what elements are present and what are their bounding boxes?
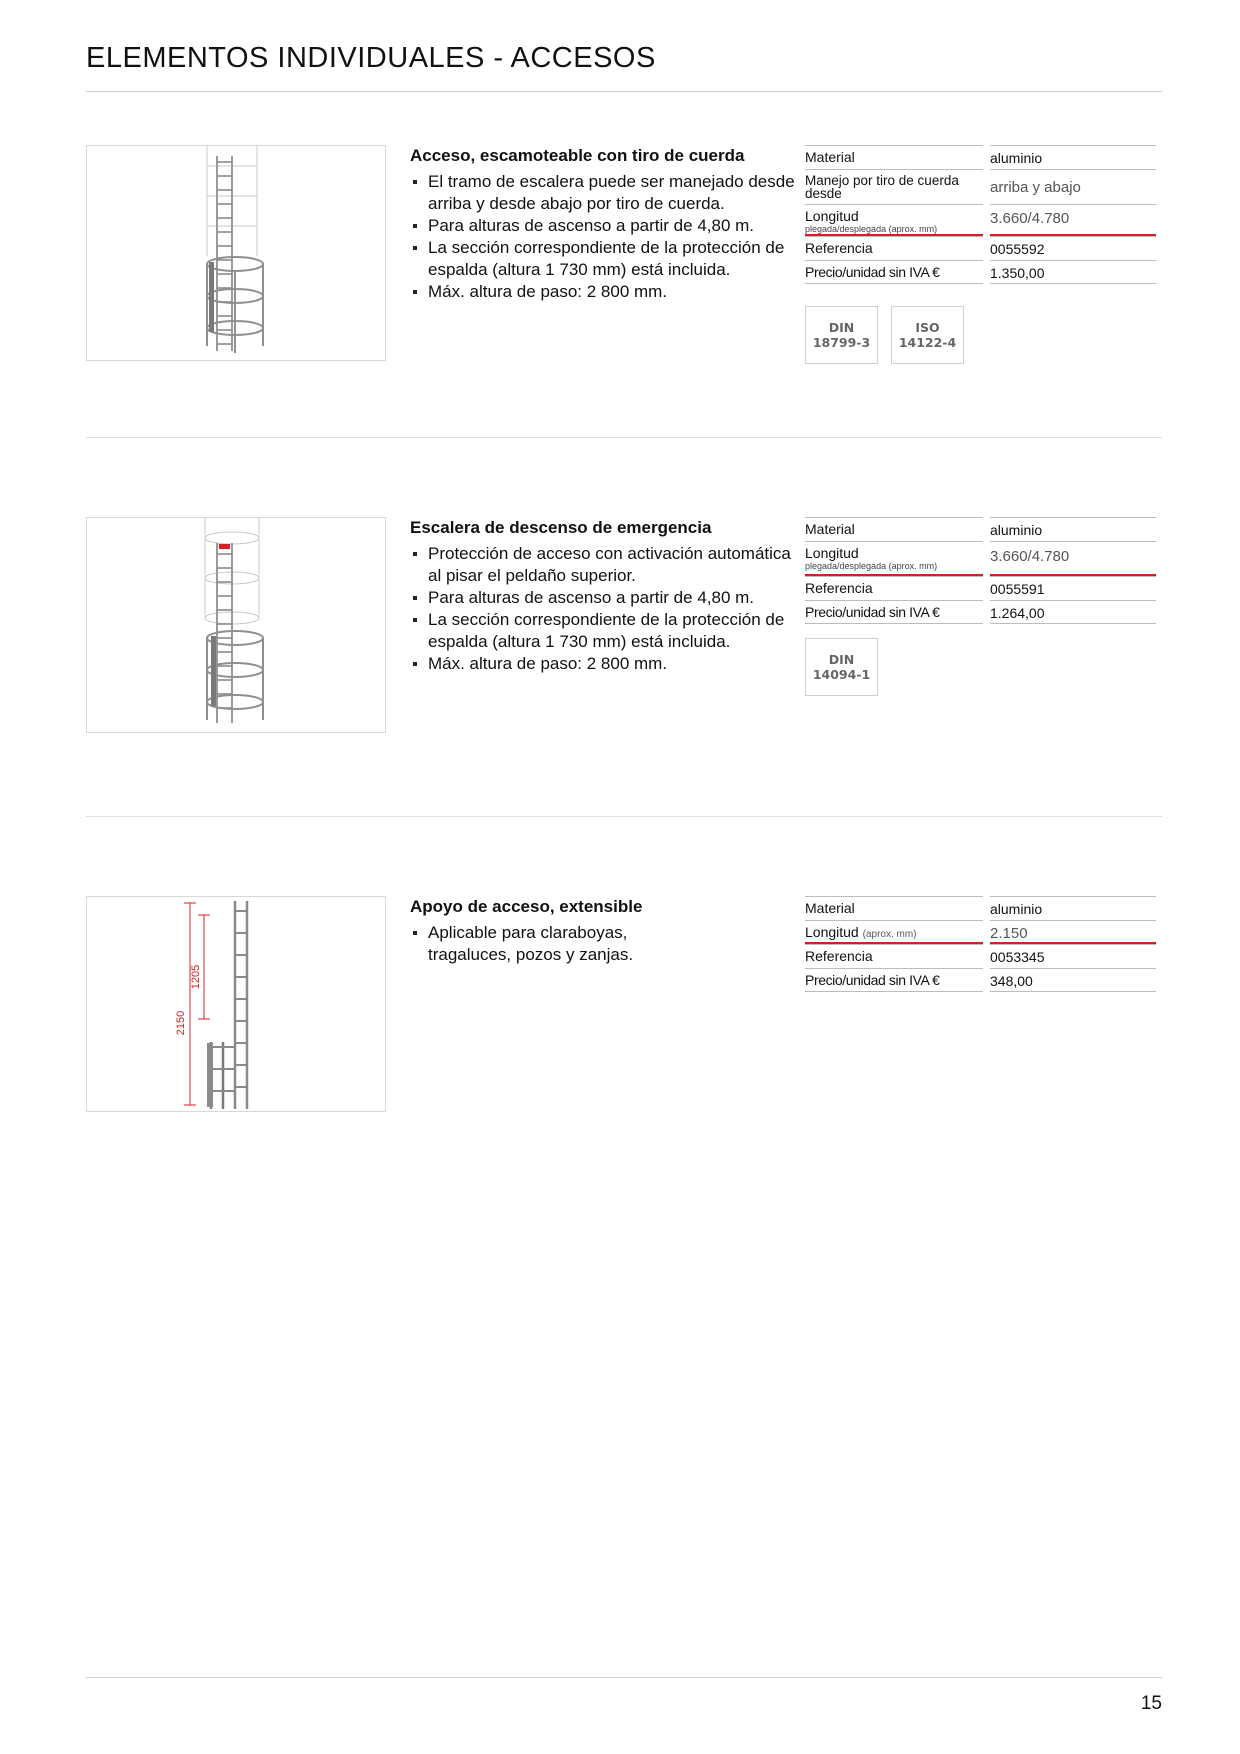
spec-value: aluminio [990, 896, 1156, 920]
product-description [410, 896, 800, 966]
certification-badge [805, 638, 878, 696]
spec-row-length [805, 920, 1156, 944]
product-image [86, 517, 386, 733]
section-divider [86, 816, 1162, 817]
spec-label-text: Longitud [805, 545, 859, 561]
feature-list [410, 543, 800, 675]
product-image [86, 145, 386, 361]
spec-label: Material [805, 896, 983, 920]
spec-row-price [805, 968, 1156, 992]
spec-label-text: Longitud [805, 208, 859, 224]
spec-value: 2.150 [990, 920, 1156, 944]
product-description [410, 517, 800, 675]
spec-label-note: plegada/desplegada (aprox. mm) [805, 224, 938, 234]
section-divider [86, 437, 1162, 438]
spec-value: 3.660/4.780 [990, 541, 1156, 576]
feature-item: La sección correspondiente de la protección de espalda (altura 1 730 mm) está incluida. [410, 237, 800, 281]
product-description [410, 145, 800, 303]
product-name: Apoyo de acceso, extensible [410, 897, 643, 916]
dimension-partial: 1205 [190, 964, 202, 990]
spec-row-operation [805, 169, 1156, 204]
feature-item: Máx. altura de paso: 2 800 mm. [410, 653, 800, 675]
spec-value: 0055591 [990, 576, 1156, 600]
title-divider [86, 91, 1162, 92]
spec-label-note: plegada/desplegada (aprox. mm) [805, 561, 938, 571]
certification-badge [805, 306, 878, 364]
spec-label [805, 541, 983, 576]
spec-value: aluminio [990, 517, 1156, 541]
spec-row-length [805, 204, 1156, 236]
spec-value: 1.350,00 [990, 260, 1156, 284]
spec-row-reference [805, 236, 1156, 260]
feature-item: Máx. altura de paso: 2 800 mm. [410, 281, 800, 303]
spec-row-material [805, 145, 1156, 169]
retractable-ladder-illustration [87, 146, 385, 360]
spec-label: Referencia [805, 576, 983, 600]
feature-item: El tramo de escalera puede ser manejado desde arriba y desde abajo por tiro de cuerda. [410, 171, 800, 215]
feature-item: Para alturas de ascenso a partir de 4,80 m. [410, 587, 800, 609]
badge-number: 14094-1 [812, 667, 871, 682]
emergency-ladder-illustration [87, 518, 385, 732]
spec-row-price [805, 260, 1156, 284]
certification-badges [805, 638, 878, 696]
spec-label: Referencia [805, 236, 983, 260]
extensible-ladder-illustration [87, 897, 385, 1111]
feature-item: Protección de acceso con activación automática al pisar el peldaño superior. [410, 543, 800, 587]
certification-badge [891, 306, 964, 364]
spec-row-length [805, 541, 1156, 576]
product-name: Acceso, escamoteable con tiro de cuerda [410, 146, 745, 165]
spec-value: arriba y abajo [990, 169, 1156, 204]
spec-label: Manejo por tiro de cuerda desde [805, 169, 983, 204]
dimension-total: 2150 [175, 1010, 187, 1036]
spec-row-reference [805, 944, 1156, 968]
badge-standard: DIN [828, 320, 855, 335]
spec-label-note: (aprox. mm) [862, 929, 917, 940]
spec-label: Material [805, 517, 983, 541]
spec-table [805, 145, 1156, 284]
spec-label: Precio/unidad sin IVA € [805, 600, 983, 624]
spec-row-price [805, 600, 1156, 624]
badge-standard: ISO [915, 320, 940, 335]
feature-item: La sección correspondiente de la protección de espalda (altura 1 730 mm) está incluida. [410, 609, 800, 653]
spec-row-material [805, 517, 1156, 541]
badge-number: 14122-4 [898, 335, 957, 350]
feature-list [410, 171, 800, 303]
spec-label: Precio/unidad sin IVA € [805, 260, 983, 284]
spec-value: 0053345 [990, 944, 1156, 968]
spec-label: Referencia [805, 944, 983, 968]
page-number: 15 [1140, 1693, 1162, 1714]
spec-label-text: Longitud [805, 924, 859, 940]
page-title: ELEMENTOS INDIVIDUALES - ACCESOS [86, 42, 656, 74]
spec-label [805, 920, 983, 944]
spec-value: 348,00 [990, 968, 1156, 992]
spec-value: aluminio [990, 145, 1156, 169]
feature-item: Para alturas de ascenso a partir de 4,80 m. [410, 215, 800, 237]
spec-value: 1.264,00 [990, 600, 1156, 624]
feature-list [410, 922, 670, 966]
spec-value: 3.660/4.780 [990, 204, 1156, 236]
spec-label: Material [805, 145, 983, 169]
spec-value: 0055592 [990, 236, 1156, 260]
product-name: Escalera de descenso de emergencia [410, 518, 712, 537]
feature-item: Aplicable para claraboyas, tragaluces, pozos y zanjas. [410, 922, 670, 966]
product-image [86, 896, 386, 1112]
certification-badges [805, 306, 964, 364]
badge-number: 18799-3 [812, 335, 871, 350]
spec-table [805, 896, 1156, 992]
badge-standard: DIN [828, 652, 855, 667]
spec-label [805, 204, 983, 236]
spec-table [805, 517, 1156, 624]
footer-divider [86, 1677, 1162, 1678]
spec-label: Precio/unidad sin IVA € [805, 968, 983, 992]
spec-row-reference [805, 576, 1156, 600]
spec-row-material [805, 896, 1156, 920]
